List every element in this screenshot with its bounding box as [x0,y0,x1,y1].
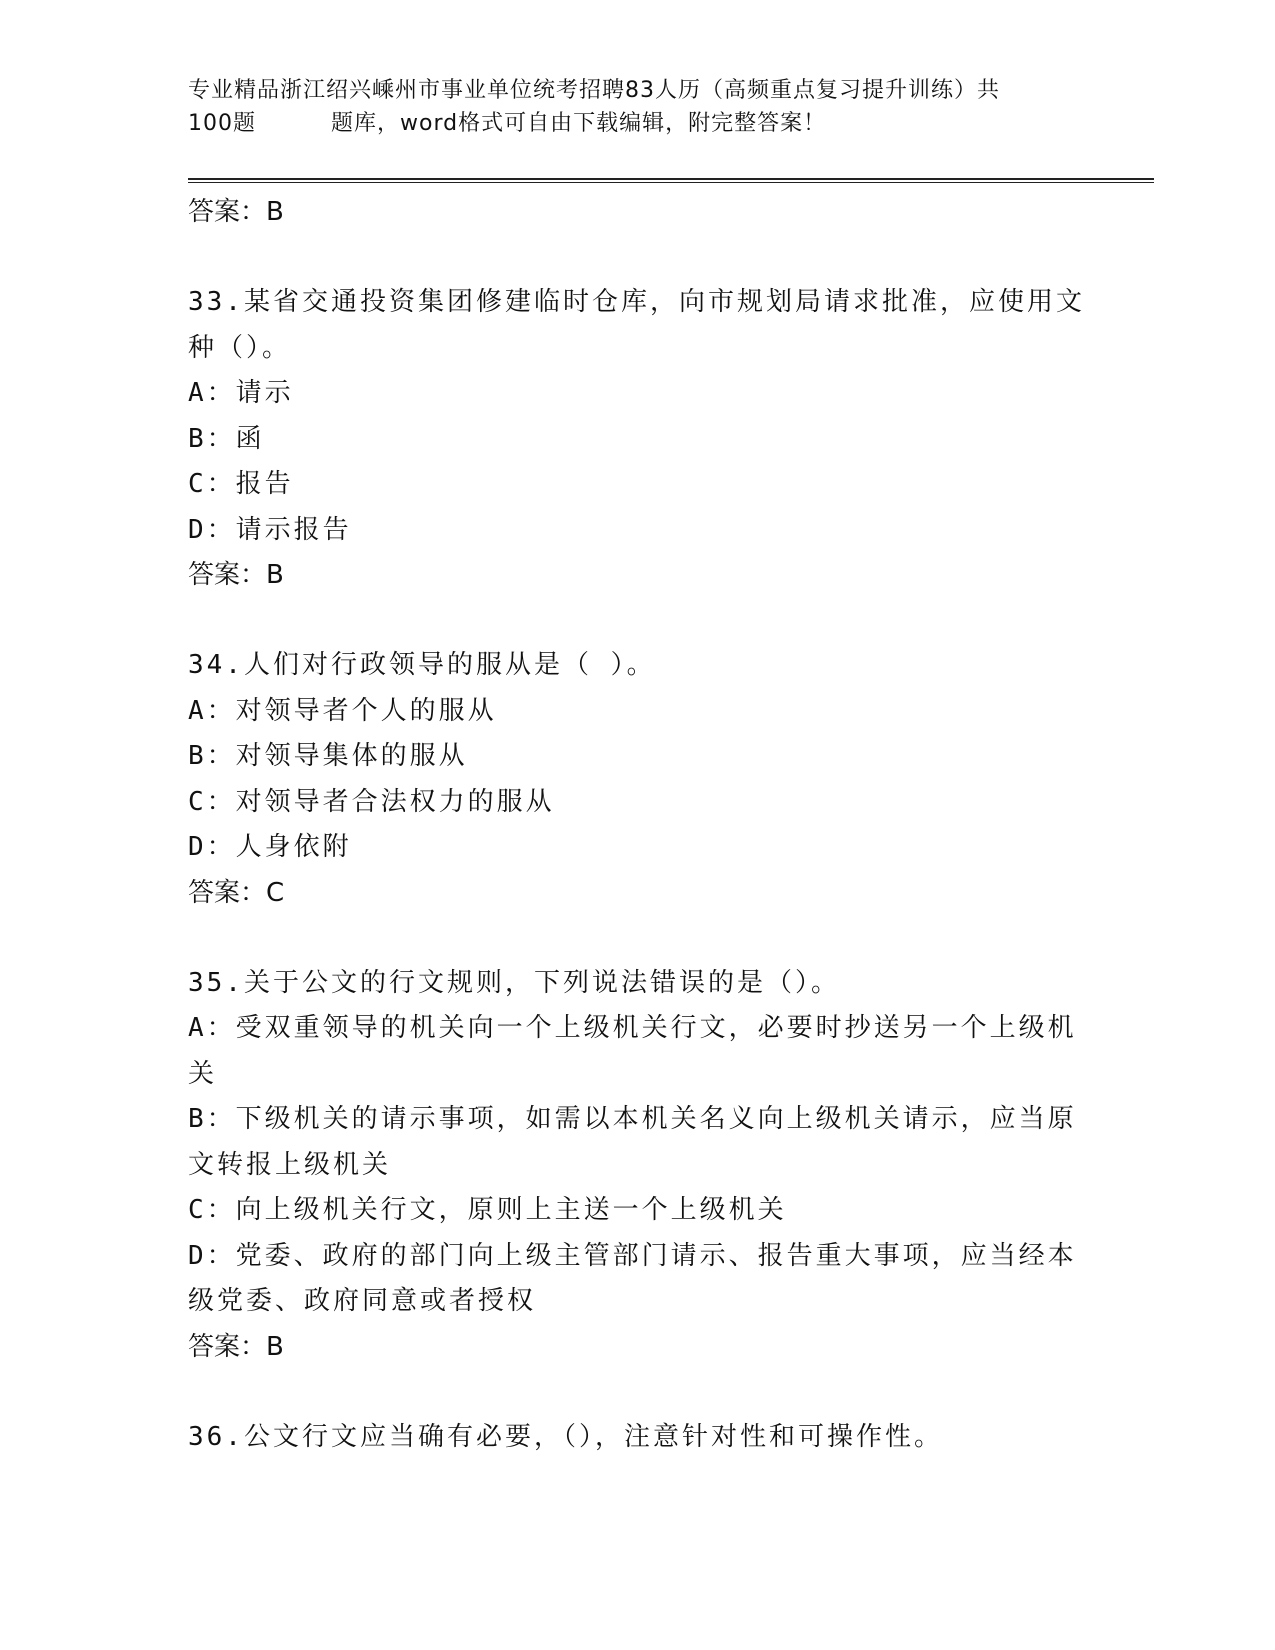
question-36 [188,1415,1088,1461]
option-d: D：人身依附 [188,832,352,862]
option-a: A：请示 [188,378,294,408]
question-stem-continued: 种（）。 [188,332,292,363]
document-header [188,74,1088,140]
answer: 答案：B [188,560,284,590]
header-divider-thin [188,182,1154,183]
option-b: B：函 [188,423,265,454]
option-c: C：报告 [188,469,294,499]
question-stem: 34.人们对行政领导的服从是（ ）。 [188,650,656,680]
question-35 [188,961,1088,1370]
option-b-continued: 文转报上级机关 [188,1149,392,1180]
header-divider-thick [188,178,1154,180]
option-a-continued: 关 [188,1058,218,1089]
option-d: D：党委、政府的部门向上级主管部门请示、报告重大事项，应当经本 [188,1240,1077,1271]
question-stem: 33.某省交通投资集团修建临时仓库，向市规划局请求批准，应使用文 [188,287,1085,317]
option-d: D：请示报告 [188,514,352,545]
option-b: B：对领导集体的服从 [188,741,468,771]
header-description: 题库，word格式可自由下载编辑，附完整答案！ [331,111,827,136]
question-stem: 36.公文行文应当确有必要，（），注意针对性和可操作性。 [188,1421,943,1452]
option-d-continued: 级党委、政府同意或者授权 [188,1286,537,1316]
option-c: C：向上级机关行文，原则上主送一个上级机关 [188,1195,787,1225]
answer: 答案：C [188,877,285,908]
answer: 答案：B [188,1331,284,1362]
question-34 [188,643,1088,916]
option-c: C：对领导者合法权力的服从 [188,786,555,817]
question-list [188,190,1088,1460]
question-stem: 35.关于公文的行文规则，下列说法错误的是（）。 [188,967,840,998]
option-a: A：受双重领导的机关向一个上级机关行文，必要时抄送另一个上级机 [188,1013,1077,1043]
header-line-1: 专业精品浙江绍兴嵊州市事业单位统考招聘83人历（高频重点复习提升训练）共 [188,78,1000,103]
header-line-2 [188,107,1088,140]
option-b: B：下级机关的请示事项，如需以本机关名义向上级机关请示，应当原 [188,1104,1077,1134]
option-a: A：对领导者个人的服从 [188,695,497,726]
header-question-count: 100题 [188,111,256,136]
previous-answer: 答案：B [188,197,284,227]
question-33 [188,280,1088,598]
